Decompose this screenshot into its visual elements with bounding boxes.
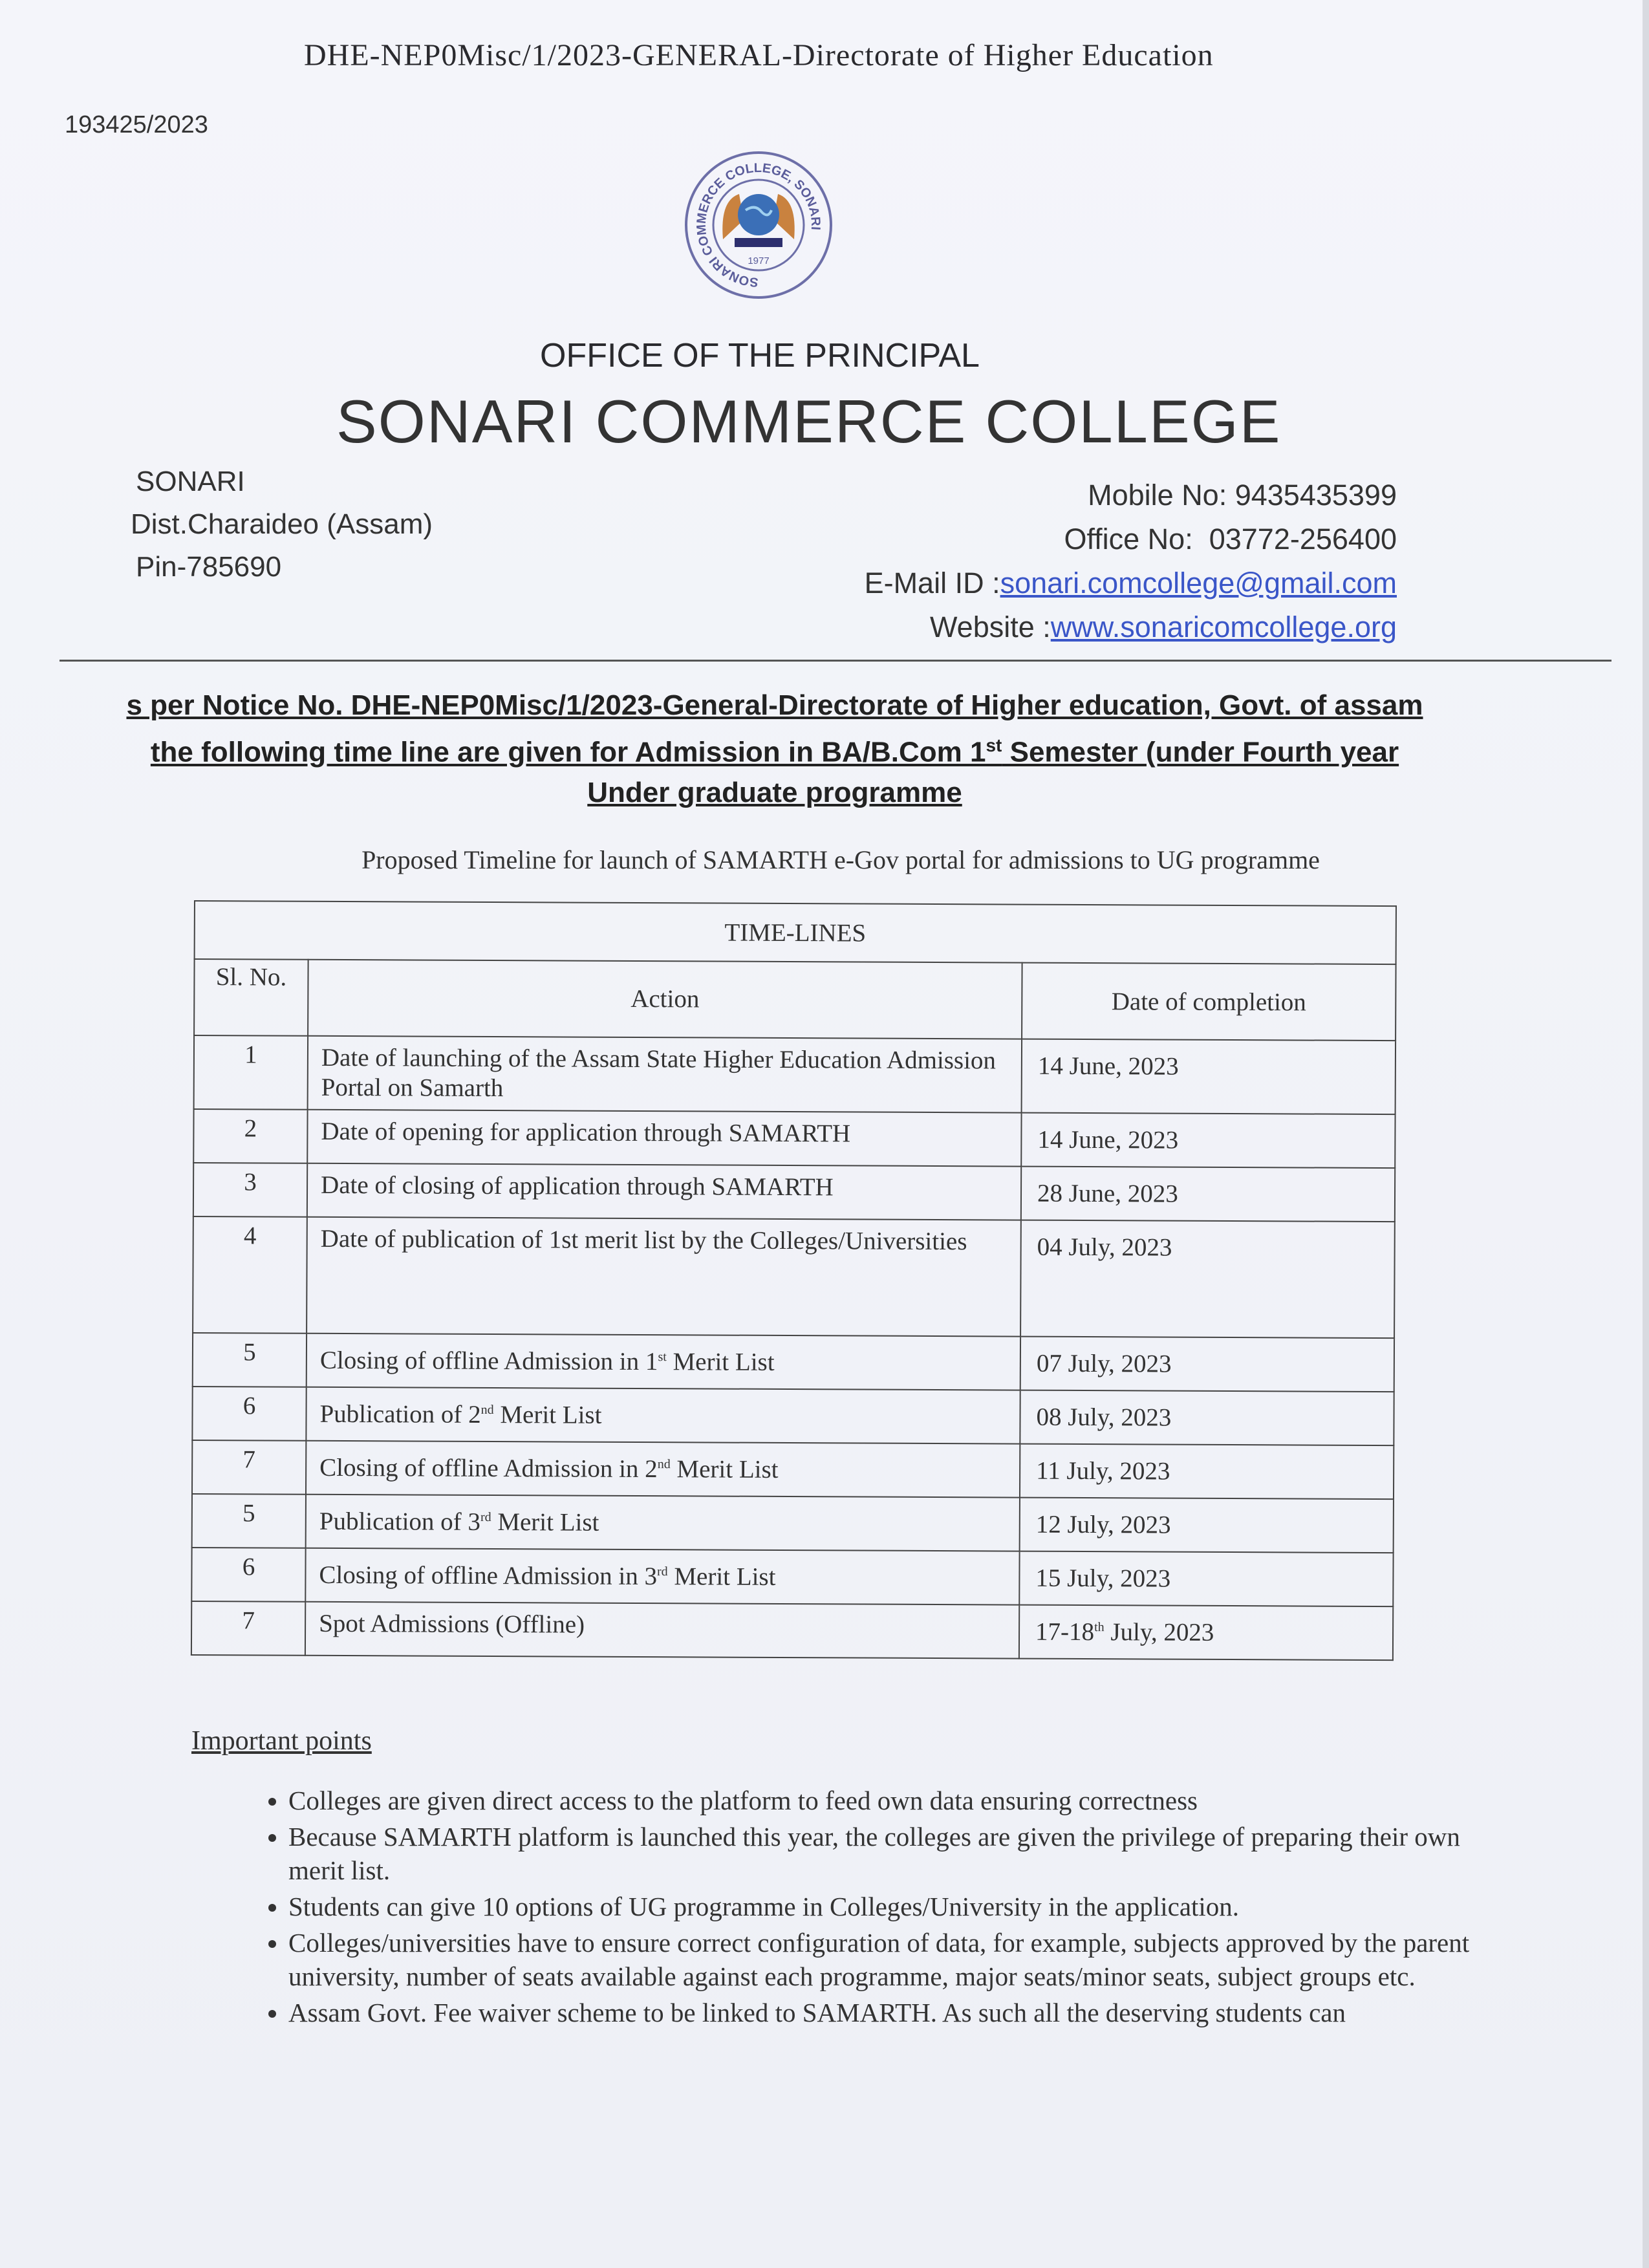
- mobile-label: Mobile No:: [1088, 479, 1235, 512]
- notice-line-1: s per Notice No. DHE-NEP0Misc/1/2023-General-Directorate of Higher education, Govt. of assam: [126, 689, 1423, 721]
- cell-action-b: Merit List: [670, 1455, 779, 1484]
- proposed-timeline-caption: Proposed Timeline for launch of SAMARTH e-Gov portal for admissions to UG programme: [361, 845, 1320, 874]
- cell-action-b: Merit List: [491, 1508, 599, 1537]
- cell-date: 07 July, 2023: [1020, 1337, 1394, 1392]
- cell-sl: 7: [191, 1601, 305, 1656]
- cell-action-a: Closing of offline Admission in 1: [319, 1346, 658, 1376]
- mobile-line: [865, 473, 1397, 517]
- seal-ring-text: SONARI COMMERCE COLLEGE, SONARI: [694, 160, 823, 290]
- email-line: [865, 561, 1397, 605]
- cell-date: 14 June, 2023: [1022, 1039, 1396, 1115]
- office-title-text: OFFICE OF THE PRINCIPAL: [540, 337, 980, 374]
- cell-action-a: Publication of 2: [319, 1399, 481, 1429]
- cell-action: [307, 1334, 1020, 1390]
- contact-block: [865, 473, 1397, 649]
- cell-date: 04 July, 2023: [1020, 1220, 1395, 1339]
- notice-line-2-a: the following time line are given for Admission in BA/B.Com 1: [150, 736, 986, 768]
- website-line: [865, 605, 1397, 649]
- page-edge: [1643, 0, 1649, 2268]
- college-seal-icon: [658, 142, 859, 310]
- address-line: Pin-785690: [136, 551, 282, 583]
- list-item: • Colleges/universities have to ensure correct configuration of data, for example, subjects approved by the parent university, number of seats available against each programme, major seats/minor seats, subject groups etc.: [288, 1926, 1517, 1993]
- table-row: [193, 1333, 1394, 1392]
- cell-action-sup: rd: [656, 1564, 668, 1579]
- office-phone-line: [865, 517, 1397, 561]
- cell-action: Spot Admissions (Offline): [305, 1602, 1019, 1659]
- table-header-row: [194, 959, 1396, 1041]
- cell-sl: 6: [192, 1387, 306, 1441]
- cell-sl: 3: [193, 1163, 307, 1217]
- cell-sl: 5: [192, 1494, 306, 1548]
- notice-line-2: [31, 726, 1518, 773]
- website-label: Website :: [930, 610, 1051, 643]
- cell-action: Date of launching of the Assam State Higher Education Admission Portal on Samarth: [308, 1036, 1022, 1113]
- cell-sl: 5: [193, 1333, 307, 1387]
- cell-sl: 1: [194, 1035, 308, 1110]
- address-line: SONARI: [136, 466, 245, 497]
- timeline-table: [191, 900, 1397, 1661]
- cell-date-a: 17-18: [1035, 1617, 1095, 1647]
- table-row: [193, 1163, 1395, 1222]
- cell-action-a: Closing of offline Admission in 3: [319, 1561, 658, 1591]
- cell-action-sup: nd: [657, 1457, 671, 1472]
- header-sl-no: Sl. No.: [194, 959, 308, 1036]
- important-points-heading: Important points: [191, 1726, 372, 1756]
- office-phone-number: 03772-256400: [1209, 523, 1397, 556]
- notice-line-2-sup: st: [986, 735, 1002, 755]
- cell-action: Date of closing of application through SAMARTH: [307, 1163, 1021, 1220]
- table-row: [192, 1387, 1394, 1445]
- reference-number: 193425/2023: [65, 111, 208, 138]
- cell-date-sup: th: [1094, 1620, 1105, 1635]
- table-row: [191, 1548, 1393, 1606]
- cell-date: 08 July, 2023: [1020, 1390, 1394, 1446]
- cell-action-sup: st: [658, 1350, 667, 1365]
- table-row: [193, 1109, 1395, 1168]
- cell-action-b: Merit List: [493, 1401, 602, 1429]
- cell-action: Date of opening for application through SAMARTH: [307, 1110, 1021, 1167]
- cell-action: [306, 1441, 1020, 1498]
- cell-action-sup: rd: [480, 1509, 491, 1525]
- cell-action-a: Publication of 3: [319, 1507, 481, 1536]
- email-link[interactable]: sonari.comcollege@gmail.com: [1000, 567, 1397, 599]
- website-link[interactable]: www.sonaricomcollege.org: [1050, 610, 1397, 643]
- office-title: [0, 336, 1520, 375]
- notice-line-2-b: Semester (under Fourth year: [1002, 736, 1399, 768]
- college-name: SONARI COMMERCE COLLEGE: [336, 387, 1282, 455]
- office-phone-label: Office No:: [1064, 523, 1209, 556]
- cell-date: 28 June, 2023: [1021, 1167, 1395, 1222]
- table-row: [192, 1440, 1394, 1499]
- cell-sl: 4: [193, 1216, 307, 1334]
- cell-date: 15 July, 2023: [1019, 1551, 1393, 1607]
- cell-action: [305, 1548, 1019, 1605]
- reference-heading: DHE-NEP0Misc/1/2023-GENERAL-Directorate of Higher Education: [304, 38, 1214, 72]
- cell-date: 12 July, 2023: [1020, 1498, 1394, 1553]
- list-item: • Colleges are given direct access to the platform to feed own data ensuring correctness: [288, 1784, 1517, 1817]
- address-line: Dist.Charaideo (Assam): [131, 508, 433, 540]
- list-item: • Assam Govt. Fee waiver scheme to be linked to SAMARTH. As such all the deserving students can: [288, 1996, 1517, 2029]
- cell-sl: 7: [192, 1440, 306, 1495]
- cell-action-a: Closing of offline Admission in 2: [319, 1453, 658, 1484]
- cell-action: [306, 1387, 1020, 1444]
- notice-line-3: Under graduate programme: [587, 776, 962, 808]
- address-block: [131, 460, 433, 589]
- list-item: • Because SAMARTH platform is launched this year, the colleges are given the privilege of preparing their own merit list.: [288, 1820, 1517, 1887]
- notice-heading: [31, 686, 1518, 813]
- cell-date: [1019, 1605, 1393, 1661]
- table-row: [193, 1216, 1395, 1338]
- table-row: [194, 1035, 1396, 1114]
- header-divider: [59, 660, 1611, 662]
- table-caption: TIME-LINES: [195, 901, 1396, 964]
- cell-action: Date of publication of 1st merit list by the Colleges/Universities: [307, 1217, 1021, 1337]
- mobile-number: 9435435399: [1234, 479, 1397, 512]
- header-date: Date of completion: [1022, 963, 1396, 1041]
- cell-sl: 6: [191, 1548, 305, 1602]
- header-action: Action: [308, 960, 1022, 1039]
- table-row: [191, 1601, 1393, 1660]
- seal-year: 1977: [748, 255, 770, 266]
- cell-date: 11 July, 2023: [1020, 1444, 1394, 1500]
- cell-action: [306, 1495, 1020, 1551]
- cell-date-b: July, 2023: [1104, 1618, 1214, 1647]
- cell-date: 14 June, 2023: [1021, 1113, 1395, 1169]
- cell-sl: 2: [193, 1109, 307, 1163]
- important-points-list: [239, 1784, 1517, 2032]
- list-item: • Students can give 10 options of UG programme in Colleges/University in the application.: [288, 1890, 1517, 1923]
- table-row: [192, 1494, 1394, 1553]
- cell-action-sup: nd: [480, 1402, 494, 1418]
- email-label: E-Mail ID :: [864, 567, 1000, 599]
- cell-action-b: Merit List: [666, 1348, 775, 1376]
- cell-action-b: Merit List: [667, 1562, 776, 1591]
